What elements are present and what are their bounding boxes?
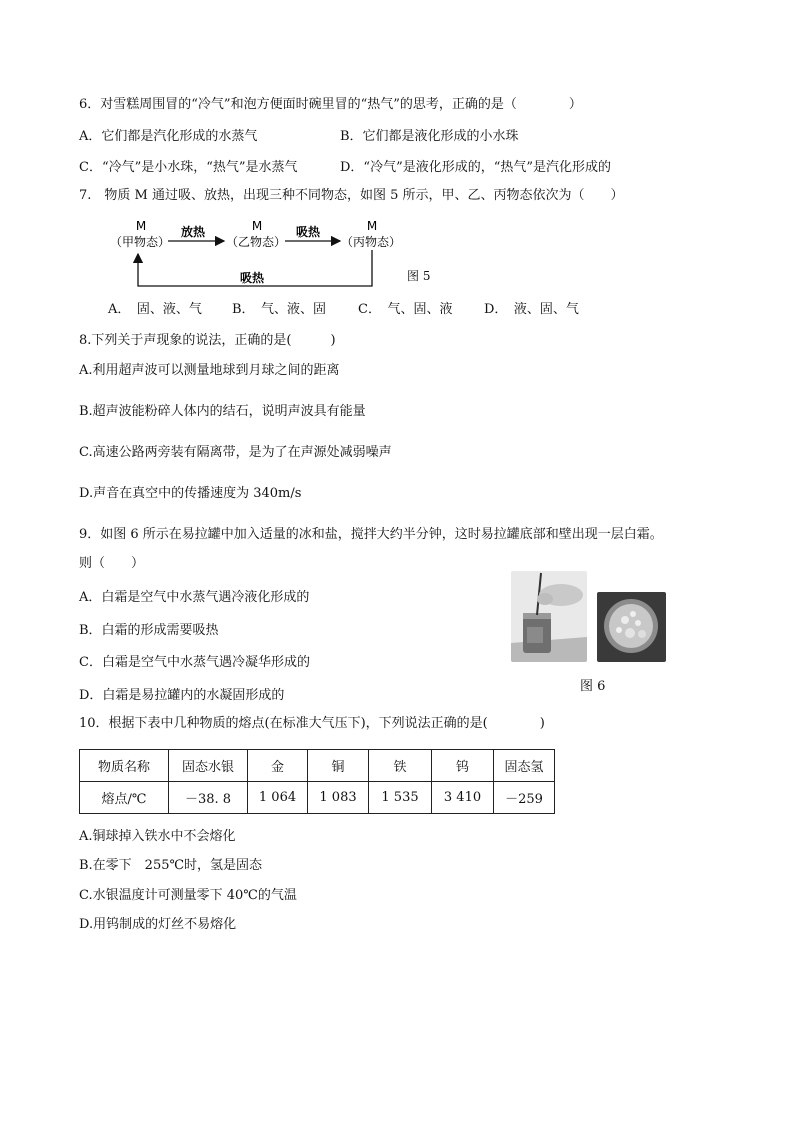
q10-stem: 10．根据下表中几种物质的熔点(在标准大气压下)，下列说法正确的是( ) — [79, 716, 545, 731]
q8-option-a: A.利用超声波可以测量地球到月球之间的距离 — [79, 363, 340, 378]
q7-option-b: B． 气、液、固 — [232, 302, 327, 317]
q7-option-a: A． 固、液、气 — [108, 302, 202, 317]
q9-stem-line2: 则（ ） — [79, 556, 145, 571]
state-1-label: （甲物态） — [109, 235, 171, 249]
figure-6-caption: 图 6 — [580, 679, 606, 694]
arrow-2-label: 吸热 — [295, 225, 321, 239]
table-cell: 1 064 — [248, 782, 308, 814]
q10-option-a: A.铜球掉入铁水中不会熔化 — [79, 829, 236, 844]
table-cell: 钨 — [432, 750, 494, 782]
table-cell: 铜 — [308, 750, 369, 782]
state-1-top: M — [135, 219, 147, 233]
table-header-cell: 物质名称 — [80, 750, 169, 782]
q9-option-b: B．白霜的形成需要吸热 — [79, 623, 219, 638]
table-cell: 固态氢 — [494, 750, 555, 782]
q9-stem-line1: 9．如图 6 所示在易拉罐中加入适量的冰和盐，搅拌大约半分钟，这时易拉罐底部和壁出现一层白霜。 — [79, 527, 663, 542]
q6-stem: 6．对雪糕周围冒的“冷气”和泡方便面时碗里冒的“热气”的思考，正确的是（ ） — [79, 97, 582, 112]
q8-stem: 8.下列关于声现象的说法，正确的是( ) — [79, 333, 336, 348]
state-2-top: M — [251, 219, 263, 233]
state-change-diagram — [100, 214, 460, 294]
state-3-label: （丙物态） — [340, 235, 402, 249]
state-2-label: （乙物态） — [225, 235, 287, 249]
table-cell: －38. 8 — [169, 782, 248, 814]
table-cell: 金 — [248, 750, 308, 782]
state-3-top: M — [366, 219, 378, 233]
table-cell: 1 535 — [369, 782, 432, 814]
q8-option-d: D.声音在真空中的传播速度为 340m/s — [79, 486, 302, 501]
table-row — [80, 782, 555, 814]
table-cell: 固态水银 — [169, 750, 248, 782]
q7-option-d: D． 液、固、气 — [484, 302, 579, 317]
table-cell: 1 083 — [308, 782, 369, 814]
arrow-1-label: 放热 — [180, 225, 206, 239]
q10-option-d: D.用钨制成的灯丝不易熔化 — [79, 917, 237, 932]
table-cell: 3 410 — [432, 782, 494, 814]
table-cell: 铁 — [369, 750, 432, 782]
melting-point-table — [79, 749, 555, 814]
can-stirring-photo — [511, 571, 587, 662]
frost-on-can-photo — [597, 592, 666, 662]
q7-stem: 7. 物质 M 通过吸、放热，出现三种不同物态，如图 5 所示，甲、乙、丙物态依次为（ ） — [79, 188, 624, 203]
q7-option-c: C． 气、固、液 — [358, 302, 453, 317]
q6-option-c: C．“冷气”是小水珠，“热气”是水蒸气 — [79, 160, 298, 175]
table-cell: －259 — [494, 782, 555, 814]
figure-5-caption: 图 5 — [407, 269, 431, 283]
q10-option-b: B.在零下 255℃时，氢是固态 — [79, 858, 263, 873]
back-arrow-label: 吸热 — [239, 271, 265, 285]
q8-option-b: B.超声波能粉碎人体内的结石，说明声波具有能量 — [79, 404, 366, 419]
q6-option-a: A．它们都是汽化形成的水蒸气 — [79, 129, 258, 144]
q9-option-d: D．白霜是易拉罐内的水凝固形成的 — [79, 688, 285, 703]
q9-option-c: C．白霜是空气中水蒸气遇冷凝华形成的 — [79, 655, 310, 670]
table-row — [80, 750, 555, 782]
q10-option-c: C.水银温度计可测量零下 40℃的气温 — [79, 888, 297, 903]
q6-option-b: B．它们都是液化形成的小水珠 — [340, 129, 519, 144]
table-header-cell: 熔点/℃ — [80, 782, 169, 814]
q8-option-c: C.高速公路两旁装有隔离带，是为了在声源处减弱噪声 — [79, 445, 392, 460]
q6-option-d: D．“冷气”是液化形成的，“热气”是汽化形成的 — [340, 160, 612, 175]
q9-option-a: A．白霜是空气中水蒸气遇冷液化形成的 — [79, 590, 310, 605]
